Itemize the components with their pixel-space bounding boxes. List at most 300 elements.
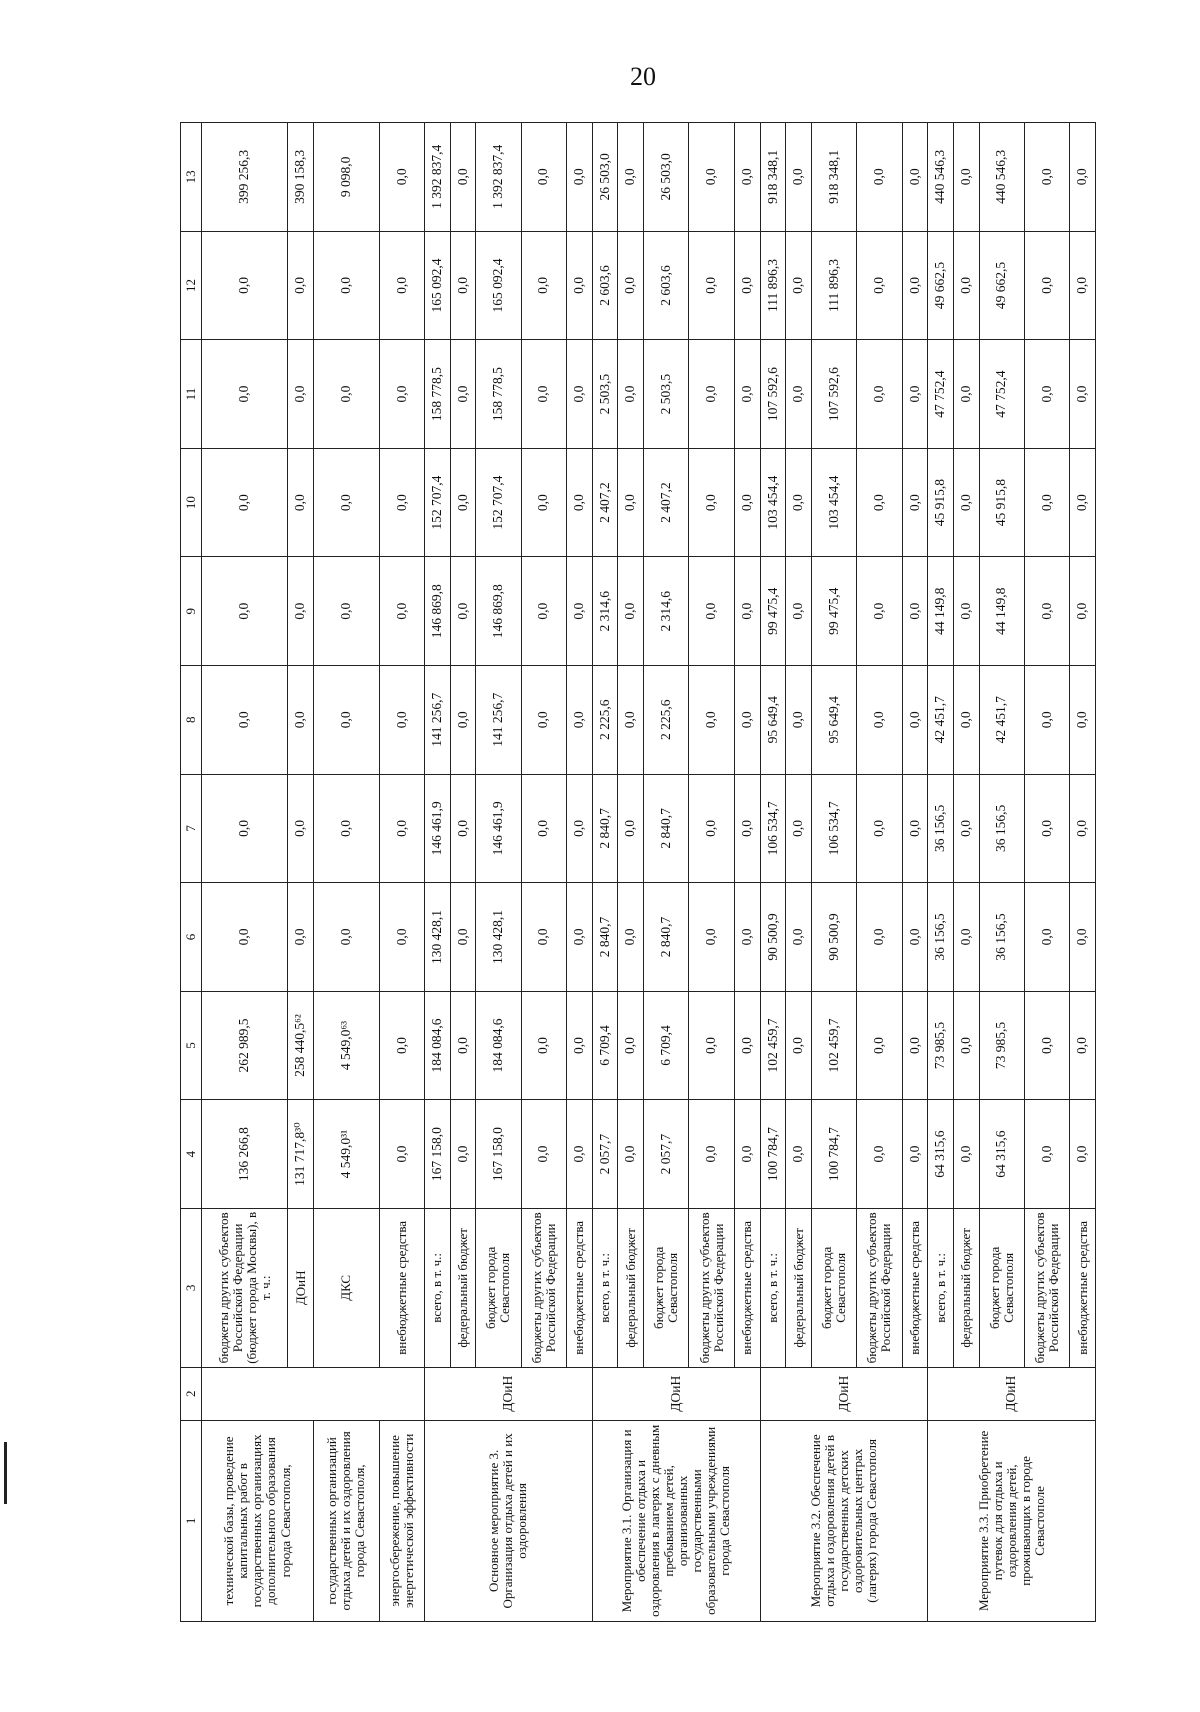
amount-cell: 0,0 <box>1024 123 1069 232</box>
amount-cell: 0,0 <box>450 557 476 666</box>
amount-cell: 258 440,5⁶² <box>288 991 314 1100</box>
page-number: 20 <box>630 62 656 91</box>
column-number-header: 1 <box>181 1420 202 1621</box>
funding-source-cell: бюджеты других субъектов Российской Федерации <box>689 1208 734 1367</box>
amount-cell: 0,0 <box>202 448 288 557</box>
amount-cell: 0,0 <box>857 774 902 883</box>
amount-cell: 146 869,8 <box>476 557 521 666</box>
amount-cell: 0,0 <box>902 557 928 666</box>
amount-cell: 2 225,6 <box>592 666 618 775</box>
amount-cell: 0,0 <box>618 991 644 1100</box>
amount-cell: 0,0 <box>734 774 760 883</box>
funding-source-cell: всего, в т. ч.: <box>425 1208 451 1367</box>
amount-cell: 0,0 <box>521 557 566 666</box>
amount-cell: 158 778,5 <box>476 340 521 449</box>
amount-cell: 26 503,0 <box>643 123 688 232</box>
amount-cell: 0,0 <box>1024 1100 1069 1209</box>
amount-cell: 0,0 <box>202 340 288 449</box>
amount-cell: 2 840,7 <box>643 774 688 883</box>
column-number-header: 6 <box>181 883 202 992</box>
amount-cell: 158 778,5 <box>425 340 451 449</box>
funding-source-cell: внебюджетные средства <box>566 1208 592 1367</box>
amount-cell: 0,0 <box>618 883 644 992</box>
amount-cell: 0,0 <box>618 340 644 449</box>
amount-cell: 0,0 <box>288 883 314 992</box>
amount-cell: 111 896,3 <box>811 231 856 340</box>
amount-cell: 0,0 <box>734 123 760 232</box>
amount-cell: 0,0 <box>1070 883 1096 992</box>
column-number-header: 11 <box>181 340 202 449</box>
amount-cell: 0,0 <box>618 1100 644 1209</box>
amount-cell: 106 534,7 <box>760 774 786 883</box>
amount-cell: 64 315,6 <box>928 1100 954 1209</box>
table-row <box>202 123 288 1622</box>
amount-cell: 0,0 <box>689 231 734 340</box>
amount-cell: 45 915,8 <box>979 448 1024 557</box>
amount-cell: 95 649,4 <box>811 666 856 775</box>
amount-cell: 4 549,0⁶³ <box>313 991 379 1100</box>
amount-cell: 440 546,3 <box>979 123 1024 232</box>
amount-cell: 0,0 <box>566 557 592 666</box>
amount-cell: 0,0 <box>1024 991 1069 1100</box>
amount-cell: 0,0 <box>313 448 379 557</box>
amount-cell: 136 266,8 <box>202 1100 288 1209</box>
amount-cell: 0,0 <box>734 991 760 1100</box>
funding-source-cell: внебюджетные средства <box>379 1208 424 1367</box>
amount-cell: 9 098,0 <box>313 123 379 232</box>
amount-cell: 44 149,8 <box>979 557 1024 666</box>
amount-cell: 2 407,2 <box>643 448 688 557</box>
amount-cell: 100 784,7 <box>811 1100 856 1209</box>
amount-cell: 47 752,4 <box>928 340 954 449</box>
amount-cell: 0,0 <box>857 991 902 1100</box>
column-number-header: 5 <box>181 991 202 1100</box>
amount-cell: 0,0 <box>450 123 476 232</box>
funding-source-cell: внебюджетные средства <box>734 1208 760 1367</box>
amount-cell: 0,0 <box>288 666 314 775</box>
amount-cell: 167 158,0 <box>476 1100 521 1209</box>
amount-cell: 36 156,5 <box>979 774 1024 883</box>
amount-cell: 0,0 <box>953 557 979 666</box>
amount-cell: 0,0 <box>786 557 812 666</box>
amount-cell: 42 451,7 <box>928 666 954 775</box>
measure-name-cell: государственных организаций отдыха детей и их оздоровления города Севастополя, <box>313 1420 379 1621</box>
amount-cell: 100 784,7 <box>760 1100 786 1209</box>
amount-cell: 918 348,1 <box>811 123 856 232</box>
amount-cell: 399 256,3 <box>202 123 288 232</box>
amount-cell: 2 840,7 <box>592 883 618 992</box>
amount-cell: 0,0 <box>521 123 566 232</box>
amount-cell: 0,0 <box>521 448 566 557</box>
table-row <box>760 123 786 1622</box>
amount-cell: 102 459,7 <box>811 991 856 1100</box>
amount-cell: 0,0 <box>379 340 424 449</box>
amount-cell: 131 717,8³⁰ <box>288 1100 314 1209</box>
measure-name-cell: Мероприятие 3.2. Обеспечение отдыха и оздоровления детей в государственных детских оздоровительных центрах (лагерях) города Севастополя <box>760 1420 928 1621</box>
amount-cell: 146 869,8 <box>425 557 451 666</box>
amount-cell: 0,0 <box>288 448 314 557</box>
table-row <box>928 123 954 1622</box>
table-row <box>425 123 451 1622</box>
amount-cell: 2 314,6 <box>592 557 618 666</box>
amount-cell: 0,0 <box>618 123 644 232</box>
amount-cell: 0,0 <box>202 557 288 666</box>
amount-cell: 47 752,4 <box>979 340 1024 449</box>
amount-cell: 0,0 <box>521 340 566 449</box>
amount-cell: 0,0 <box>1070 991 1096 1100</box>
amount-cell: 90 500,9 <box>811 883 856 992</box>
amount-cell: 0,0 <box>450 231 476 340</box>
amount-cell: 0,0 <box>202 883 288 992</box>
amount-cell: 0,0 <box>379 774 424 883</box>
amount-cell: 0,0 <box>450 340 476 449</box>
amount-cell: 0,0 <box>450 774 476 883</box>
amount-cell: 0,0 <box>857 448 902 557</box>
table-body <box>202 123 1096 1622</box>
amount-cell: 0,0 <box>902 883 928 992</box>
amount-cell: 130 428,1 <box>476 883 521 992</box>
funding-source-cell: бюджеты других субъектов Российской Федерации (бюджет города Москвы), в т. ч.: <box>202 1208 288 1367</box>
amount-cell: 0,0 <box>953 448 979 557</box>
amount-cell: 0,0 <box>857 883 902 992</box>
amount-cell: 0,0 <box>313 883 379 992</box>
amount-cell: 0,0 <box>1024 448 1069 557</box>
amount-cell: 0,0 <box>288 557 314 666</box>
amount-cell: 2 503,5 <box>592 340 618 449</box>
amount-cell: 130 428,1 <box>425 883 451 992</box>
amount-cell: 0,0 <box>786 1100 812 1209</box>
amount-cell: 0,0 <box>689 883 734 992</box>
amount-cell: 146 461,9 <box>425 774 451 883</box>
amount-cell: 0,0 <box>379 448 424 557</box>
amount-cell: 141 256,7 <box>425 666 451 775</box>
amount-cell: 0,0 <box>618 557 644 666</box>
funding-source-cell: бюджеты других субъектов Российской Федерации <box>521 1208 566 1367</box>
amount-cell: 4 549,0³¹ <box>313 1100 379 1209</box>
amount-cell: 0,0 <box>566 774 592 883</box>
amount-cell: 0,0 <box>1024 666 1069 775</box>
amount-cell: 2 840,7 <box>643 883 688 992</box>
amount-cell: 0,0 <box>1024 774 1069 883</box>
column-number-header: 8 <box>181 666 202 775</box>
column-number-header: 13 <box>181 123 202 232</box>
amount-cell: 107 592,6 <box>760 340 786 449</box>
amount-cell: 0,0 <box>521 666 566 775</box>
amount-cell: 2 314,6 <box>643 557 688 666</box>
funding-source-cell: ДОиН <box>288 1208 314 1367</box>
column-number-header: 2 <box>181 1367 202 1420</box>
amount-cell: 64 315,6 <box>979 1100 1024 1209</box>
amount-cell: 42 451,7 <box>979 666 1024 775</box>
executor-cell: ДОиН <box>760 1367 928 1420</box>
amount-cell: 0,0 <box>786 883 812 992</box>
amount-cell: 2 603,6 <box>592 231 618 340</box>
amount-cell: 0,0 <box>689 1100 734 1209</box>
amount-cell: 0,0 <box>1070 448 1096 557</box>
amount-cell: 90 500,9 <box>760 883 786 992</box>
amount-cell: 0,0 <box>1070 231 1096 340</box>
amount-cell: 0,0 <box>734 883 760 992</box>
amount-cell: 103 454,4 <box>811 448 856 557</box>
amount-cell: 0,0 <box>379 1100 424 1209</box>
amount-cell: 0,0 <box>379 231 424 340</box>
executor-cell: ДОиН <box>928 1367 1096 1420</box>
amount-cell: 0,0 <box>953 340 979 449</box>
amount-cell: 0,0 <box>379 666 424 775</box>
amount-cell: 0,0 <box>1024 231 1069 340</box>
amount-cell: 262 989,5 <box>202 991 288 1100</box>
amount-cell: 184 084,6 <box>425 991 451 1100</box>
amount-cell: 0,0 <box>379 123 424 232</box>
amount-cell: 0,0 <box>734 231 760 340</box>
column-number-header: 7 <box>181 774 202 883</box>
amount-cell: 0,0 <box>857 666 902 775</box>
amount-cell: 2 840,7 <box>592 774 618 883</box>
funding-source-cell: внебюджетные средства <box>902 1208 928 1367</box>
amount-cell: 918 348,1 <box>760 123 786 232</box>
funding-source-cell: бюджет города Севастополя <box>643 1208 688 1367</box>
funding-source-cell: внебюджетные средства <box>1070 1208 1096 1367</box>
funding-source-cell: бюджет города Севастополя <box>811 1208 856 1367</box>
amount-cell: 0,0 <box>953 774 979 883</box>
amount-cell: 167 158,0 <box>425 1100 451 1209</box>
amount-cell: 6 709,4 <box>643 991 688 1100</box>
amount-cell: 0,0 <box>313 231 379 340</box>
amount-cell: 0,0 <box>618 666 644 775</box>
amount-cell: 146 461,9 <box>476 774 521 883</box>
measure-name-cell: энергосбережение, повышение энергетической эффективности <box>379 1420 424 1621</box>
amount-cell: 0,0 <box>953 123 979 232</box>
measure-name-cell: Мероприятие 3.1. Организация и обеспечение отдыха и оздоровления в лагерях с дневным пребыванием детей, организованных государственными образовательными учреждениями города Севастополя <box>592 1420 760 1621</box>
amount-cell: 0,0 <box>734 1100 760 1209</box>
amount-cell: 0,0 <box>450 991 476 1100</box>
amount-cell: 0,0 <box>902 448 928 557</box>
funding-source-cell: всего, в т. ч.: <box>592 1208 618 1367</box>
measure-name-cell: технической базы, проведение капитальных работ в государственных организациях дополнительного образования города Севастополя, <box>202 1420 314 1621</box>
amount-cell: 0,0 <box>857 340 902 449</box>
amount-cell: 0,0 <box>689 557 734 666</box>
amount-cell: 0,0 <box>902 1100 928 1209</box>
amount-cell: 0,0 <box>379 883 424 992</box>
budget-table <box>180 122 1096 1622</box>
amount-cell: 45 915,8 <box>928 448 954 557</box>
amount-cell: 0,0 <box>689 448 734 557</box>
amount-cell: 0,0 <box>1070 666 1096 775</box>
column-number-header: 9 <box>181 557 202 666</box>
amount-cell: 107 592,6 <box>811 340 856 449</box>
amount-cell: 0,0 <box>313 666 379 775</box>
amount-cell: 0,0 <box>1024 557 1069 666</box>
funding-source-cell: бюджет города Севастополя <box>979 1208 1024 1367</box>
amount-cell: 0,0 <box>953 883 979 992</box>
amount-cell: 0,0 <box>379 991 424 1100</box>
amount-cell: 0,0 <box>521 774 566 883</box>
amount-cell: 0,0 <box>313 557 379 666</box>
amount-cell: 0,0 <box>521 991 566 1100</box>
rotated-table-container <box>180 122 1096 1622</box>
amount-cell: 390 158,3 <box>288 123 314 232</box>
amount-cell: 0,0 <box>566 231 592 340</box>
amount-cell: 0,0 <box>689 991 734 1100</box>
amount-cell: 0,0 <box>857 123 902 232</box>
amount-cell: 2 225,6 <box>643 666 688 775</box>
funding-source-cell: бюджеты других субъектов Российской Федерации <box>857 1208 902 1367</box>
amount-cell: 0,0 <box>953 1100 979 1209</box>
amount-cell: 0,0 <box>786 231 812 340</box>
amount-cell: 0,0 <box>618 231 644 340</box>
funding-source-cell: федеральный бюджет <box>450 1208 476 1367</box>
executor-cell: ДОиН <box>592 1367 760 1420</box>
amount-cell: 36 156,5 <box>928 883 954 992</box>
amount-cell: 0,0 <box>450 448 476 557</box>
amount-cell: 36 156,5 <box>979 883 1024 992</box>
column-number-header: 10 <box>181 448 202 557</box>
amount-cell: 0,0 <box>857 557 902 666</box>
funding-source-cell: федеральный бюджет <box>786 1208 812 1367</box>
amount-cell: 0,0 <box>786 991 812 1100</box>
amount-cell: 36 156,5 <box>928 774 954 883</box>
amount-cell: 0,0 <box>786 666 812 775</box>
amount-cell: 0,0 <box>786 340 812 449</box>
amount-cell: 0,0 <box>202 774 288 883</box>
funding-source-cell: всего, в т. ч.: <box>928 1208 954 1367</box>
amount-cell: 0,0 <box>618 774 644 883</box>
amount-cell: 0,0 <box>902 123 928 232</box>
amount-cell: 73 985,5 <box>979 991 1024 1100</box>
amount-cell: 2 407,2 <box>592 448 618 557</box>
amount-cell: 0,0 <box>786 448 812 557</box>
funding-source-cell: федеральный бюджет <box>953 1208 979 1367</box>
amount-cell: 0,0 <box>902 991 928 1100</box>
amount-cell: 73 985,5 <box>928 991 954 1100</box>
amount-cell: 0,0 <box>1024 340 1069 449</box>
measure-name-cell: Мероприятие 3.3. Приобретение путевок для отдыха и оздоровления детей, проживающих в городе Севастополе <box>928 1420 1096 1621</box>
amount-cell: 102 459,7 <box>760 991 786 1100</box>
amount-cell: 0,0 <box>1070 557 1096 666</box>
executor-cell <box>202 1367 425 1420</box>
amount-cell: 0,0 <box>618 448 644 557</box>
amount-cell: 26 503,0 <box>592 123 618 232</box>
amount-cell: 99 475,4 <box>760 557 786 666</box>
column-number-header: 12 <box>181 231 202 340</box>
amount-cell: 49 662,5 <box>979 231 1024 340</box>
amount-cell: 0,0 <box>288 340 314 449</box>
amount-cell: 0,0 <box>1070 774 1096 883</box>
amount-cell: 0,0 <box>734 666 760 775</box>
amount-cell: 103 454,4 <box>760 448 786 557</box>
amount-cell: 0,0 <box>689 123 734 232</box>
funding-source-cell: бюджет города Севастополя <box>476 1208 521 1367</box>
amount-cell: 0,0 <box>288 774 314 883</box>
amount-cell: 165 092,4 <box>476 231 521 340</box>
amount-cell: 95 649,4 <box>760 666 786 775</box>
amount-cell: 0,0 <box>450 666 476 775</box>
amount-cell: 0,0 <box>202 231 288 340</box>
funding-source-cell: всего, в т. ч.: <box>760 1208 786 1367</box>
amount-cell: 6 709,4 <box>592 991 618 1100</box>
amount-cell: 0,0 <box>313 340 379 449</box>
amount-cell: 1 392 837,4 <box>476 123 521 232</box>
amount-cell: 0,0 <box>566 883 592 992</box>
amount-cell: 0,0 <box>566 448 592 557</box>
amount-cell: 0,0 <box>566 991 592 1100</box>
amount-cell: 0,0 <box>953 991 979 1100</box>
table-row <box>592 123 618 1622</box>
column-number-row <box>181 123 202 1622</box>
amount-cell: 2 603,6 <box>643 231 688 340</box>
amount-cell: 152 707,4 <box>425 448 451 557</box>
amount-cell: 0,0 <box>521 883 566 992</box>
amount-cell: 0,0 <box>734 557 760 666</box>
amount-cell: 0,0 <box>786 123 812 232</box>
amount-cell: 0,0 <box>1070 1100 1096 1209</box>
column-number-header: 4 <box>181 1100 202 1209</box>
amount-cell: 0,0 <box>734 340 760 449</box>
amount-cell: 0,0 <box>857 231 902 340</box>
funding-source-cell: бюджеты других субъектов Российской Федерации <box>1024 1208 1069 1367</box>
amount-cell: 0,0 <box>566 340 592 449</box>
amount-cell: 111 896,3 <box>760 231 786 340</box>
amount-cell: 0,0 <box>689 666 734 775</box>
amount-cell: 141 256,7 <box>476 666 521 775</box>
amount-cell: 106 534,7 <box>811 774 856 883</box>
amount-cell: 0,0 <box>313 774 379 883</box>
amount-cell: 0,0 <box>902 231 928 340</box>
amount-cell: 165 092,4 <box>425 231 451 340</box>
amount-cell: 0,0 <box>689 774 734 883</box>
amount-cell: 0,0 <box>857 1100 902 1209</box>
amount-cell: 152 707,4 <box>476 448 521 557</box>
amount-cell: 0,0 <box>689 340 734 449</box>
amount-cell: 0,0 <box>902 666 928 775</box>
amount-cell: 0,0 <box>450 883 476 992</box>
amount-cell: 44 149,8 <box>928 557 954 666</box>
amount-cell: 0,0 <box>902 340 928 449</box>
amount-cell: 0,0 <box>521 231 566 340</box>
amount-cell: 0,0 <box>786 774 812 883</box>
amount-cell: 184 084,6 <box>476 991 521 1100</box>
scan-artifact-mark <box>4 1442 7 1504</box>
amount-cell: 0,0 <box>566 1100 592 1209</box>
amount-cell: 0,0 <box>202 666 288 775</box>
funding-source-cell: ДКС <box>313 1208 379 1367</box>
amount-cell: 440 546,3 <box>928 123 954 232</box>
amount-cell: 2 057,7 <box>592 1100 618 1209</box>
amount-cell: 0,0 <box>450 1100 476 1209</box>
amount-cell: 99 475,4 <box>811 557 856 666</box>
amount-cell: 0,0 <box>953 231 979 340</box>
amount-cell: 0,0 <box>379 557 424 666</box>
amount-cell: 2 057,7 <box>643 1100 688 1209</box>
amount-cell: 49 662,5 <box>928 231 954 340</box>
amount-cell: 0,0 <box>566 123 592 232</box>
amount-cell: 2 503,5 <box>643 340 688 449</box>
funding-source-cell: федеральный бюджет <box>618 1208 644 1367</box>
amount-cell: 0,0 <box>902 774 928 883</box>
executor-cell: ДОиН <box>425 1367 593 1420</box>
amount-cell: 0,0 <box>566 666 592 775</box>
amount-cell: 0,0 <box>1024 883 1069 992</box>
column-number-header: 3 <box>181 1208 202 1367</box>
amount-cell: 1 392 837,4 <box>425 123 451 232</box>
amount-cell: 0,0 <box>1070 123 1096 232</box>
amount-cell: 0,0 <box>1070 340 1096 449</box>
amount-cell: 0,0 <box>288 231 314 340</box>
amount-cell: 0,0 <box>521 1100 566 1209</box>
amount-cell: 0,0 <box>953 666 979 775</box>
measure-name-cell: Основное мероприятие 3. Организация отдыха детей и их оздоровления <box>425 1420 593 1621</box>
amount-cell: 0,0 <box>734 448 760 557</box>
